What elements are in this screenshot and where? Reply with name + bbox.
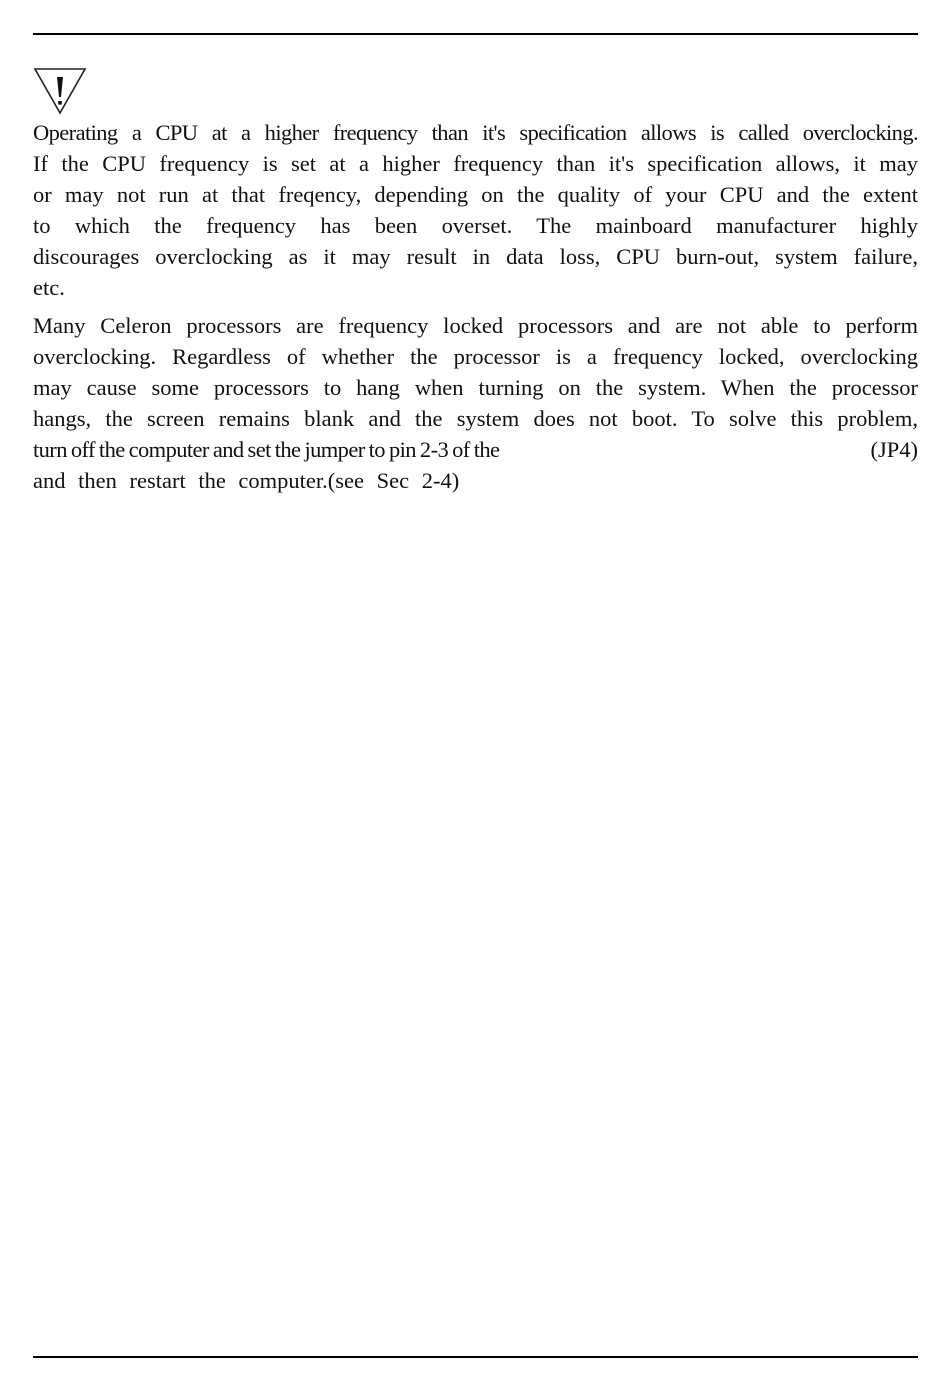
text-line: to which the frequency has been overset. The mainboard manufacturer highly — [33, 213, 918, 238]
jumper-reference: (JP4) — [870, 437, 918, 462]
text-line: overclocking. Regardless of whether the processor is a frequency locked, overclocking — [33, 344, 918, 369]
text-line — [33, 434, 918, 465]
text-line: or may not run at that freqency, depending on the quality of your CPU and the extent — [33, 182, 918, 207]
text-line: and then restart the computer.(see Sec 2-4) — [33, 468, 460, 493]
text-line: Operating a CPU at a higher frequency than it's specification allows is called overclocking. — [33, 120, 918, 145]
text-line: discourages overclocking as it may result in data loss, CPU burn-out, system failure, — [33, 244, 918, 269]
paragraph-overclocking-warning — [33, 117, 918, 303]
document-body — [33, 117, 918, 496]
warning-triangle-icon — [33, 67, 87, 115]
bottom-rule — [33, 1356, 918, 1358]
text-line: etc. — [33, 275, 65, 300]
paragraph-celeron-note — [33, 310, 918, 496]
text-line: hangs, the screen remains blank and the system does not boot. To solve this problem, — [33, 406, 918, 431]
text-line: If the CPU frequency is set at a higher frequency than it's specification allows, it may — [33, 151, 918, 176]
text-line-left: turn off the computer and set the jumper to pin 2-3 of the — [33, 437, 500, 462]
text-line: Many Celeron processors are frequency locked processors and are not able to perform — [33, 313, 918, 338]
top-rule — [33, 33, 918, 35]
text-line: may cause some processors to hang when turning on the system. When the processor — [33, 375, 918, 400]
